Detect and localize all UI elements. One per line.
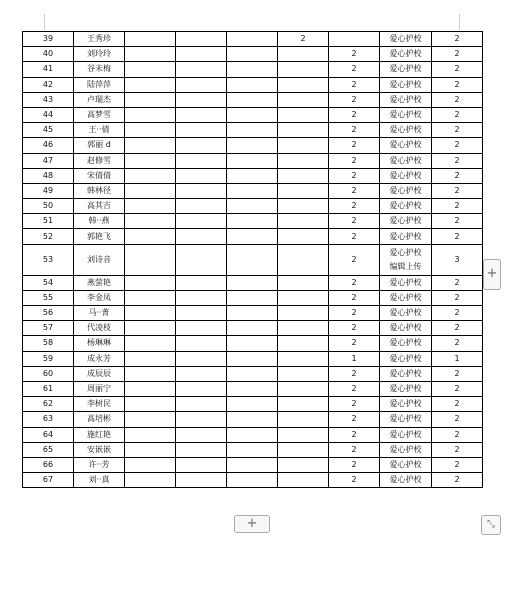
cell-unit[interactable]: 爱心护校 — [380, 473, 432, 488]
cell-no[interactable]: 47 — [23, 153, 74, 168]
cell-count[interactable]: 2 — [432, 473, 483, 488]
cell-no[interactable]: 43 — [23, 92, 74, 107]
cell-c3[interactable] — [125, 336, 176, 351]
cell-count[interactable]: 1 — [432, 351, 483, 366]
cell-no[interactable]: 54 — [23, 275, 74, 290]
cell-c3[interactable] — [125, 214, 176, 229]
cell-c3[interactable] — [125, 47, 176, 62]
cell-name[interactable]: 李树民 — [74, 397, 125, 412]
cell-c6[interactable] — [278, 107, 329, 122]
cell-no[interactable]: 40 — [23, 47, 74, 62]
cell-name[interactable]: 李金凤 — [74, 290, 125, 305]
cell-c3[interactable] — [125, 290, 176, 305]
cell-c7[interactable]: 2 — [329, 47, 380, 62]
cell-name[interactable]: 谷未梅 — [74, 62, 125, 77]
cell-c6[interactable] — [278, 229, 329, 244]
cell-c4[interactable] — [176, 442, 227, 457]
cell-c3[interactable] — [125, 366, 176, 381]
table-row — [23, 153, 483, 168]
cell-c6[interactable] — [278, 214, 329, 229]
cell-c5[interactable] — [227, 381, 278, 396]
cell-c5[interactable] — [227, 199, 278, 214]
cell-c4[interactable] — [176, 47, 227, 62]
cell-no[interactable]: 57 — [23, 321, 74, 336]
cell-c5[interactable] — [227, 32, 278, 47]
cell-c4[interactable] — [176, 32, 227, 47]
cell-c6[interactable] — [278, 92, 329, 107]
cell-c7[interactable]: 2 — [329, 442, 380, 457]
cell-c7[interactable]: 2 — [329, 275, 380, 290]
cell-c5[interactable] — [227, 351, 278, 366]
cell-c5[interactable] — [227, 412, 278, 427]
table-row — [23, 427, 483, 442]
cell-c6[interactable] — [278, 442, 329, 457]
cell-c5[interactable] — [227, 427, 278, 442]
cell-c5[interactable] — [227, 275, 278, 290]
table-row — [23, 321, 483, 336]
cell-name[interactable]: 安嵌嵌 — [74, 442, 125, 457]
cell-c3[interactable] — [125, 123, 176, 138]
cell-c5[interactable] — [227, 138, 278, 153]
cell-c6[interactable] — [278, 47, 329, 62]
cell-name[interactable]: 韩··燕 — [74, 214, 125, 229]
cell-c7[interactable] — [329, 32, 380, 47]
cell-unit[interactable]: 爱心护校 — [380, 306, 432, 321]
cell-c6[interactable] — [278, 366, 329, 381]
table-row — [23, 397, 483, 412]
cell-c5[interactable] — [227, 457, 278, 472]
margin-guide-right — [459, 14, 460, 30]
cell-c7[interactable]: 2 — [329, 244, 380, 275]
cell-name[interactable]: 王··倩 — [74, 123, 125, 138]
cell-c7[interactable]: 2 — [329, 138, 380, 153]
cell-c7[interactable]: 2 — [329, 366, 380, 381]
cell-c5[interactable] — [227, 62, 278, 77]
cell-no[interactable]: 52 — [23, 229, 74, 244]
cell-c6[interactable] — [278, 321, 329, 336]
cell-unit[interactable]: 爱心护校 — [380, 92, 432, 107]
cell-c3[interactable] — [125, 153, 176, 168]
cell-c3[interactable] — [125, 199, 176, 214]
table-row — [23, 107, 483, 122]
cell-c7[interactable]: 2 — [329, 62, 380, 77]
table-row — [23, 412, 483, 427]
table-row — [23, 473, 483, 488]
cell-count[interactable]: 2 — [432, 457, 483, 472]
cell-c3[interactable] — [125, 412, 176, 427]
cell-c7[interactable]: 2 — [329, 107, 380, 122]
cell-c4[interactable] — [176, 183, 227, 198]
cell-no[interactable]: 42 — [23, 77, 74, 92]
cell-c6[interactable] — [278, 123, 329, 138]
cell-count[interactable]: 2 — [432, 412, 483, 427]
cell-name[interactable]: 成辰辰 — [74, 366, 125, 381]
cell-c4[interactable] — [176, 351, 227, 366]
cell-name[interactable]: 许··芳 — [74, 457, 125, 472]
cell-name[interactable]: 王秀珍 — [74, 32, 125, 47]
cell-count[interactable]: 2 — [432, 77, 483, 92]
cell-count[interactable]: 2 — [432, 321, 483, 336]
cell-count[interactable]: 3 — [432, 244, 483, 275]
cell-name[interactable]: 燕萤艳 — [74, 275, 125, 290]
cell-c6[interactable] — [278, 199, 329, 214]
cell-c6[interactable] — [278, 244, 329, 275]
cell-no[interactable]: 51 — [23, 214, 74, 229]
cell-unit[interactable]: 爱心护校 — [380, 427, 432, 442]
cell-c7[interactable]: 2 — [329, 92, 380, 107]
cell-no[interactable]: 67 — [23, 473, 74, 488]
table-row — [23, 123, 483, 138]
cell-c6[interactable] — [278, 351, 329, 366]
cell-name[interactable]: 马··菁 — [74, 306, 125, 321]
table-row — [23, 351, 483, 366]
table-row — [23, 199, 483, 214]
cell-name[interactable]: 周丽宁 — [74, 381, 125, 396]
cell-unit[interactable]: 爱心护校 — [380, 366, 432, 381]
table-row — [23, 138, 483, 153]
cell-c4[interactable] — [176, 321, 227, 336]
cell-c7[interactable]: 2 — [329, 77, 380, 92]
cell-no[interactable]: 66 — [23, 457, 74, 472]
cell-count[interactable]: 2 — [432, 32, 483, 47]
cell-no[interactable]: 41 — [23, 62, 74, 77]
cell-name[interactable]: 赵修雪 — [74, 153, 125, 168]
cell-unit[interactable]: 爱心护校 — [380, 321, 432, 336]
cell-c4[interactable] — [176, 138, 227, 153]
cell-name[interactable]: 成永芳 — [74, 351, 125, 366]
cell-name[interactable]: 卢瑞杰 — [74, 92, 125, 107]
cell-c3[interactable] — [125, 183, 176, 198]
cell-count[interactable]: 2 — [432, 92, 483, 107]
cell-count[interactable]: 2 — [432, 397, 483, 412]
cell-no[interactable]: 56 — [23, 306, 74, 321]
cell-unit[interactable]: 爱心护校 — [380, 397, 432, 412]
cell-name[interactable]: 陆萍萍 — [74, 77, 125, 92]
cell-count[interactable]: 2 — [432, 138, 483, 153]
cell-c6[interactable] — [278, 381, 329, 396]
cell-no[interactable]: 62 — [23, 397, 74, 412]
add-column-button[interactable]: + — [483, 259, 501, 290]
cell-count[interactable]: 2 — [432, 153, 483, 168]
cell-name[interactable]: 宋倩倩 — [74, 168, 125, 183]
cell-c5[interactable] — [227, 229, 278, 244]
table-row — [23, 244, 483, 275]
cell-c5[interactable] — [227, 244, 278, 275]
cell-unit-line1: 爱心护校 — [389, 247, 422, 257]
cell-c4[interactable] — [176, 168, 227, 183]
cell-unit[interactable]: 爱心护校 — [380, 275, 432, 290]
cell-c3[interactable] — [125, 229, 176, 244]
table-row — [23, 306, 483, 321]
cell-c4[interactable] — [176, 473, 227, 488]
cell-c3[interactable] — [125, 321, 176, 336]
cell-c5[interactable] — [227, 47, 278, 62]
add-row-button[interactable]: + — [234, 515, 270, 533]
cell-unit[interactable]: 爱心护校 — [380, 77, 432, 92]
cell-c7[interactable]: 1 — [329, 351, 380, 366]
cell-c3[interactable] — [125, 168, 176, 183]
margin-guide-left — [44, 14, 45, 30]
cell-count[interactable]: 2 — [432, 427, 483, 442]
data-table — [22, 31, 483, 488]
cell-count[interactable]: 2 — [432, 336, 483, 351]
cell-c7[interactable]: 2 — [329, 336, 380, 351]
cell-unit[interactable]: 爱心护校 — [380, 442, 432, 457]
table-row — [23, 62, 483, 77]
cell-count[interactable]: 2 — [432, 199, 483, 214]
cell-unit[interactable]: 爱心护校 — [380, 336, 432, 351]
cell-name[interactable]: 高培彬 — [74, 412, 125, 427]
cell-unit[interactable]: 爱心护校 — [380, 138, 432, 153]
cell-c3[interactable] — [125, 138, 176, 153]
table-row — [23, 92, 483, 107]
table-row — [23, 290, 483, 305]
cell-c5[interactable] — [227, 366, 278, 381]
resize-handle-icon[interactable]: ⤡ — [481, 515, 501, 535]
cell-count[interactable]: 2 — [432, 168, 483, 183]
cell-c3[interactable] — [125, 244, 176, 275]
cell-name[interactable]: 韩林径 — [74, 183, 125, 198]
cell-c4[interactable] — [176, 457, 227, 472]
cell-c5[interactable] — [227, 473, 278, 488]
table-row — [23, 47, 483, 62]
cell-c6[interactable] — [278, 336, 329, 351]
cell-c6[interactable] — [278, 153, 329, 168]
cell-c7[interactable]: 2 — [329, 306, 380, 321]
cell-unit[interactable]: 爱心护校 — [380, 123, 432, 138]
cell-c7[interactable]: 2 — [329, 473, 380, 488]
cell-count[interactable]: 2 — [432, 290, 483, 305]
cell-c3[interactable] — [125, 473, 176, 488]
cell-count[interactable]: 2 — [432, 47, 483, 62]
cell-unit[interactable]: 爱心护校 — [380, 153, 432, 168]
cell-c6[interactable] — [278, 397, 329, 412]
cell-no[interactable]: 65 — [23, 442, 74, 457]
cell-count[interactable]: 2 — [432, 306, 483, 321]
cell-c4[interactable] — [176, 397, 227, 412]
cell-unit[interactable]: 爱心护校 — [380, 229, 432, 244]
table-row — [23, 168, 483, 183]
cell-c7[interactable]: 2 — [329, 412, 380, 427]
cell-count[interactable]: 2 — [432, 62, 483, 77]
cell-c3[interactable] — [125, 306, 176, 321]
cell-c7[interactable]: 2 — [329, 123, 380, 138]
cell-unit[interactable]: 爱心护校 — [380, 457, 432, 472]
cell-c5[interactable] — [227, 153, 278, 168]
cell-c4[interactable] — [176, 123, 227, 138]
cell-c4[interactable] — [176, 153, 227, 168]
cell-c6[interactable] — [278, 62, 329, 77]
cell-unit[interactable]: 爱心护校 — [380, 183, 432, 198]
cell-c4[interactable] — [176, 229, 227, 244]
cell-c5[interactable] — [227, 336, 278, 351]
cell-c3[interactable] — [125, 107, 176, 122]
cell-c3[interactable] — [125, 457, 176, 472]
cell-no[interactable]: 63 — [23, 412, 74, 427]
cell-name[interactable]: 刘玲玲 — [74, 47, 125, 62]
cell-unit[interactable]: 爱心护校 — [380, 290, 432, 305]
cell-c7[interactable]: 2 — [329, 214, 380, 229]
cell-unit[interactable]: 爱心护校 — [380, 214, 432, 229]
cell-no[interactable]: 53 — [23, 244, 74, 275]
cell-no[interactable]: 45 — [23, 123, 74, 138]
cell-c7[interactable]: 2 — [329, 199, 380, 214]
cell-c6[interactable] — [278, 473, 329, 488]
cell-c6[interactable] — [278, 306, 329, 321]
table-row — [23, 442, 483, 457]
cell-c5[interactable] — [227, 107, 278, 122]
cell-c7[interactable]: 2 — [329, 153, 380, 168]
cell-c7[interactable]: 2 — [329, 229, 380, 244]
cell-c6[interactable] — [278, 183, 329, 198]
cell-c5[interactable] — [227, 214, 278, 229]
cell-count[interactable]: 2 — [432, 123, 483, 138]
cell-c3[interactable] — [125, 351, 176, 366]
cell-count[interactable]: 2 — [432, 214, 483, 229]
cell-name[interactable]: 刘诗音 — [74, 244, 125, 275]
cell-no[interactable]: 49 — [23, 183, 74, 198]
cell-name[interactable]: 施红艳 — [74, 427, 125, 442]
cell-c5[interactable] — [227, 92, 278, 107]
cell-unit[interactable]: 爱心护校 — [380, 47, 432, 62]
cell-name[interactable]: 郭丽 d — [74, 138, 125, 153]
cell-c3[interactable] — [125, 397, 176, 412]
table-row — [23, 32, 483, 47]
cell-c5[interactable] — [227, 442, 278, 457]
cell-unit[interactable]: 爱心护校 — [380, 412, 432, 427]
cell-c4[interactable] — [176, 62, 227, 77]
cell-c6[interactable] — [278, 138, 329, 153]
cell-c7[interactable]: 2 — [329, 397, 380, 412]
table-row — [23, 336, 483, 351]
cell-no[interactable]: 64 — [23, 427, 74, 442]
cell-count[interactable]: 2 — [432, 229, 483, 244]
cell-c6[interactable]: 2 — [278, 32, 329, 47]
cell-c4[interactable] — [176, 336, 227, 351]
cell-count[interactable]: 2 — [432, 366, 483, 381]
table-row — [23, 275, 483, 290]
cell-c5[interactable] — [227, 306, 278, 321]
cell-c6[interactable] — [278, 427, 329, 442]
cell-unit[interactable]: 爱心护校 — [380, 107, 432, 122]
cell-c7[interactable]: 2 — [329, 290, 380, 305]
cell-count[interactable]: 2 — [432, 275, 483, 290]
cell-c4[interactable] — [176, 92, 227, 107]
cell-c3[interactable] — [125, 77, 176, 92]
cell-c3[interactable] — [125, 275, 176, 290]
cell-c4[interactable] — [176, 107, 227, 122]
cell-no[interactable]: 59 — [23, 351, 74, 366]
cell-c6[interactable] — [278, 77, 329, 92]
table-row — [23, 229, 483, 244]
cell-c3[interactable] — [125, 442, 176, 457]
cell-no[interactable]: 55 — [23, 290, 74, 305]
cell-unit[interactable]: 爱心护校 — [380, 199, 432, 214]
cell-c4[interactable] — [176, 290, 227, 305]
cell-c4[interactable] — [176, 381, 227, 396]
cell-c4[interactable] — [176, 366, 227, 381]
cell-c5[interactable] — [227, 123, 278, 138]
cell-name[interactable]: 高其吉 — [74, 199, 125, 214]
cell-count[interactable]: 2 — [432, 381, 483, 396]
cell-c4[interactable] — [176, 214, 227, 229]
cell-name[interactable]: 代凌枝 — [74, 321, 125, 336]
cell-c5[interactable] — [227, 290, 278, 305]
table-row — [23, 457, 483, 472]
cell-name[interactable]: 杨琳琳 — [74, 336, 125, 351]
table-row — [23, 183, 483, 198]
cell-c3[interactable] — [125, 62, 176, 77]
cell-no[interactable]: 39 — [23, 32, 74, 47]
cell-c5[interactable] — [227, 77, 278, 92]
cell-unit[interactable]: 爱心护校 — [380, 32, 432, 47]
cell-c7[interactable]: 2 — [329, 457, 380, 472]
cell-unit[interactable] — [380, 244, 432, 275]
cell-unit[interactable]: 爱心护校 — [380, 62, 432, 77]
cell-c5[interactable] — [227, 183, 278, 198]
cell-c6[interactable] — [278, 290, 329, 305]
cell-c4[interactable] — [176, 412, 227, 427]
cell-c4[interactable] — [176, 275, 227, 290]
cell-no[interactable]: 44 — [23, 107, 74, 122]
cell-count[interactable]: 2 — [432, 442, 483, 457]
cell-unit[interactable]: 爱心护校 — [380, 168, 432, 183]
cell-count[interactable]: 2 — [432, 107, 483, 122]
cell-no[interactable]: 60 — [23, 366, 74, 381]
cell-count[interactable]: 2 — [432, 183, 483, 198]
cell-no[interactable]: 61 — [23, 381, 74, 396]
cell-c5[interactable] — [227, 397, 278, 412]
cell-c3[interactable] — [125, 381, 176, 396]
cell-c6[interactable] — [278, 275, 329, 290]
table-row — [23, 77, 483, 92]
cell-no[interactable]: 58 — [23, 336, 74, 351]
cell-c4[interactable] — [176, 306, 227, 321]
table-row — [23, 381, 483, 396]
cell-c5[interactable] — [227, 168, 278, 183]
cell-c4[interactable] — [176, 77, 227, 92]
cell-unit-line2: 编辑上传 — [389, 261, 422, 271]
cell-no[interactable]: 48 — [23, 168, 74, 183]
cell-c7[interactable]: 2 — [329, 183, 380, 198]
cell-c4[interactable] — [176, 244, 227, 275]
cell-unit[interactable]: 爱心护校 — [380, 351, 432, 366]
cell-c6[interactable] — [278, 412, 329, 427]
cell-c3[interactable] — [125, 427, 176, 442]
cell-c6[interactable] — [278, 457, 329, 472]
cell-c3[interactable] — [125, 32, 176, 47]
cell-c7[interactable]: 2 — [329, 168, 380, 183]
cell-c6[interactable] — [278, 168, 329, 183]
cell-c3[interactable] — [125, 92, 176, 107]
cell-c7[interactable]: 2 — [329, 321, 380, 336]
cell-name[interactable]: 刘··真 — [74, 473, 125, 488]
cell-c7[interactable]: 2 — [329, 427, 380, 442]
cell-c5[interactable] — [227, 321, 278, 336]
cell-no[interactable]: 50 — [23, 199, 74, 214]
cell-unit[interactable]: 爱心护校 — [380, 381, 432, 396]
table-row — [23, 366, 483, 381]
cell-c4[interactable] — [176, 199, 227, 214]
table-row — [23, 214, 483, 229]
cell-no[interactable]: 46 — [23, 138, 74, 153]
cell-name[interactable]: 高梦雪 — [74, 107, 125, 122]
cell-c4[interactable] — [176, 427, 227, 442]
cell-c7[interactable]: 2 — [329, 381, 380, 396]
cell-name[interactable]: 郭艳飞 — [74, 229, 125, 244]
